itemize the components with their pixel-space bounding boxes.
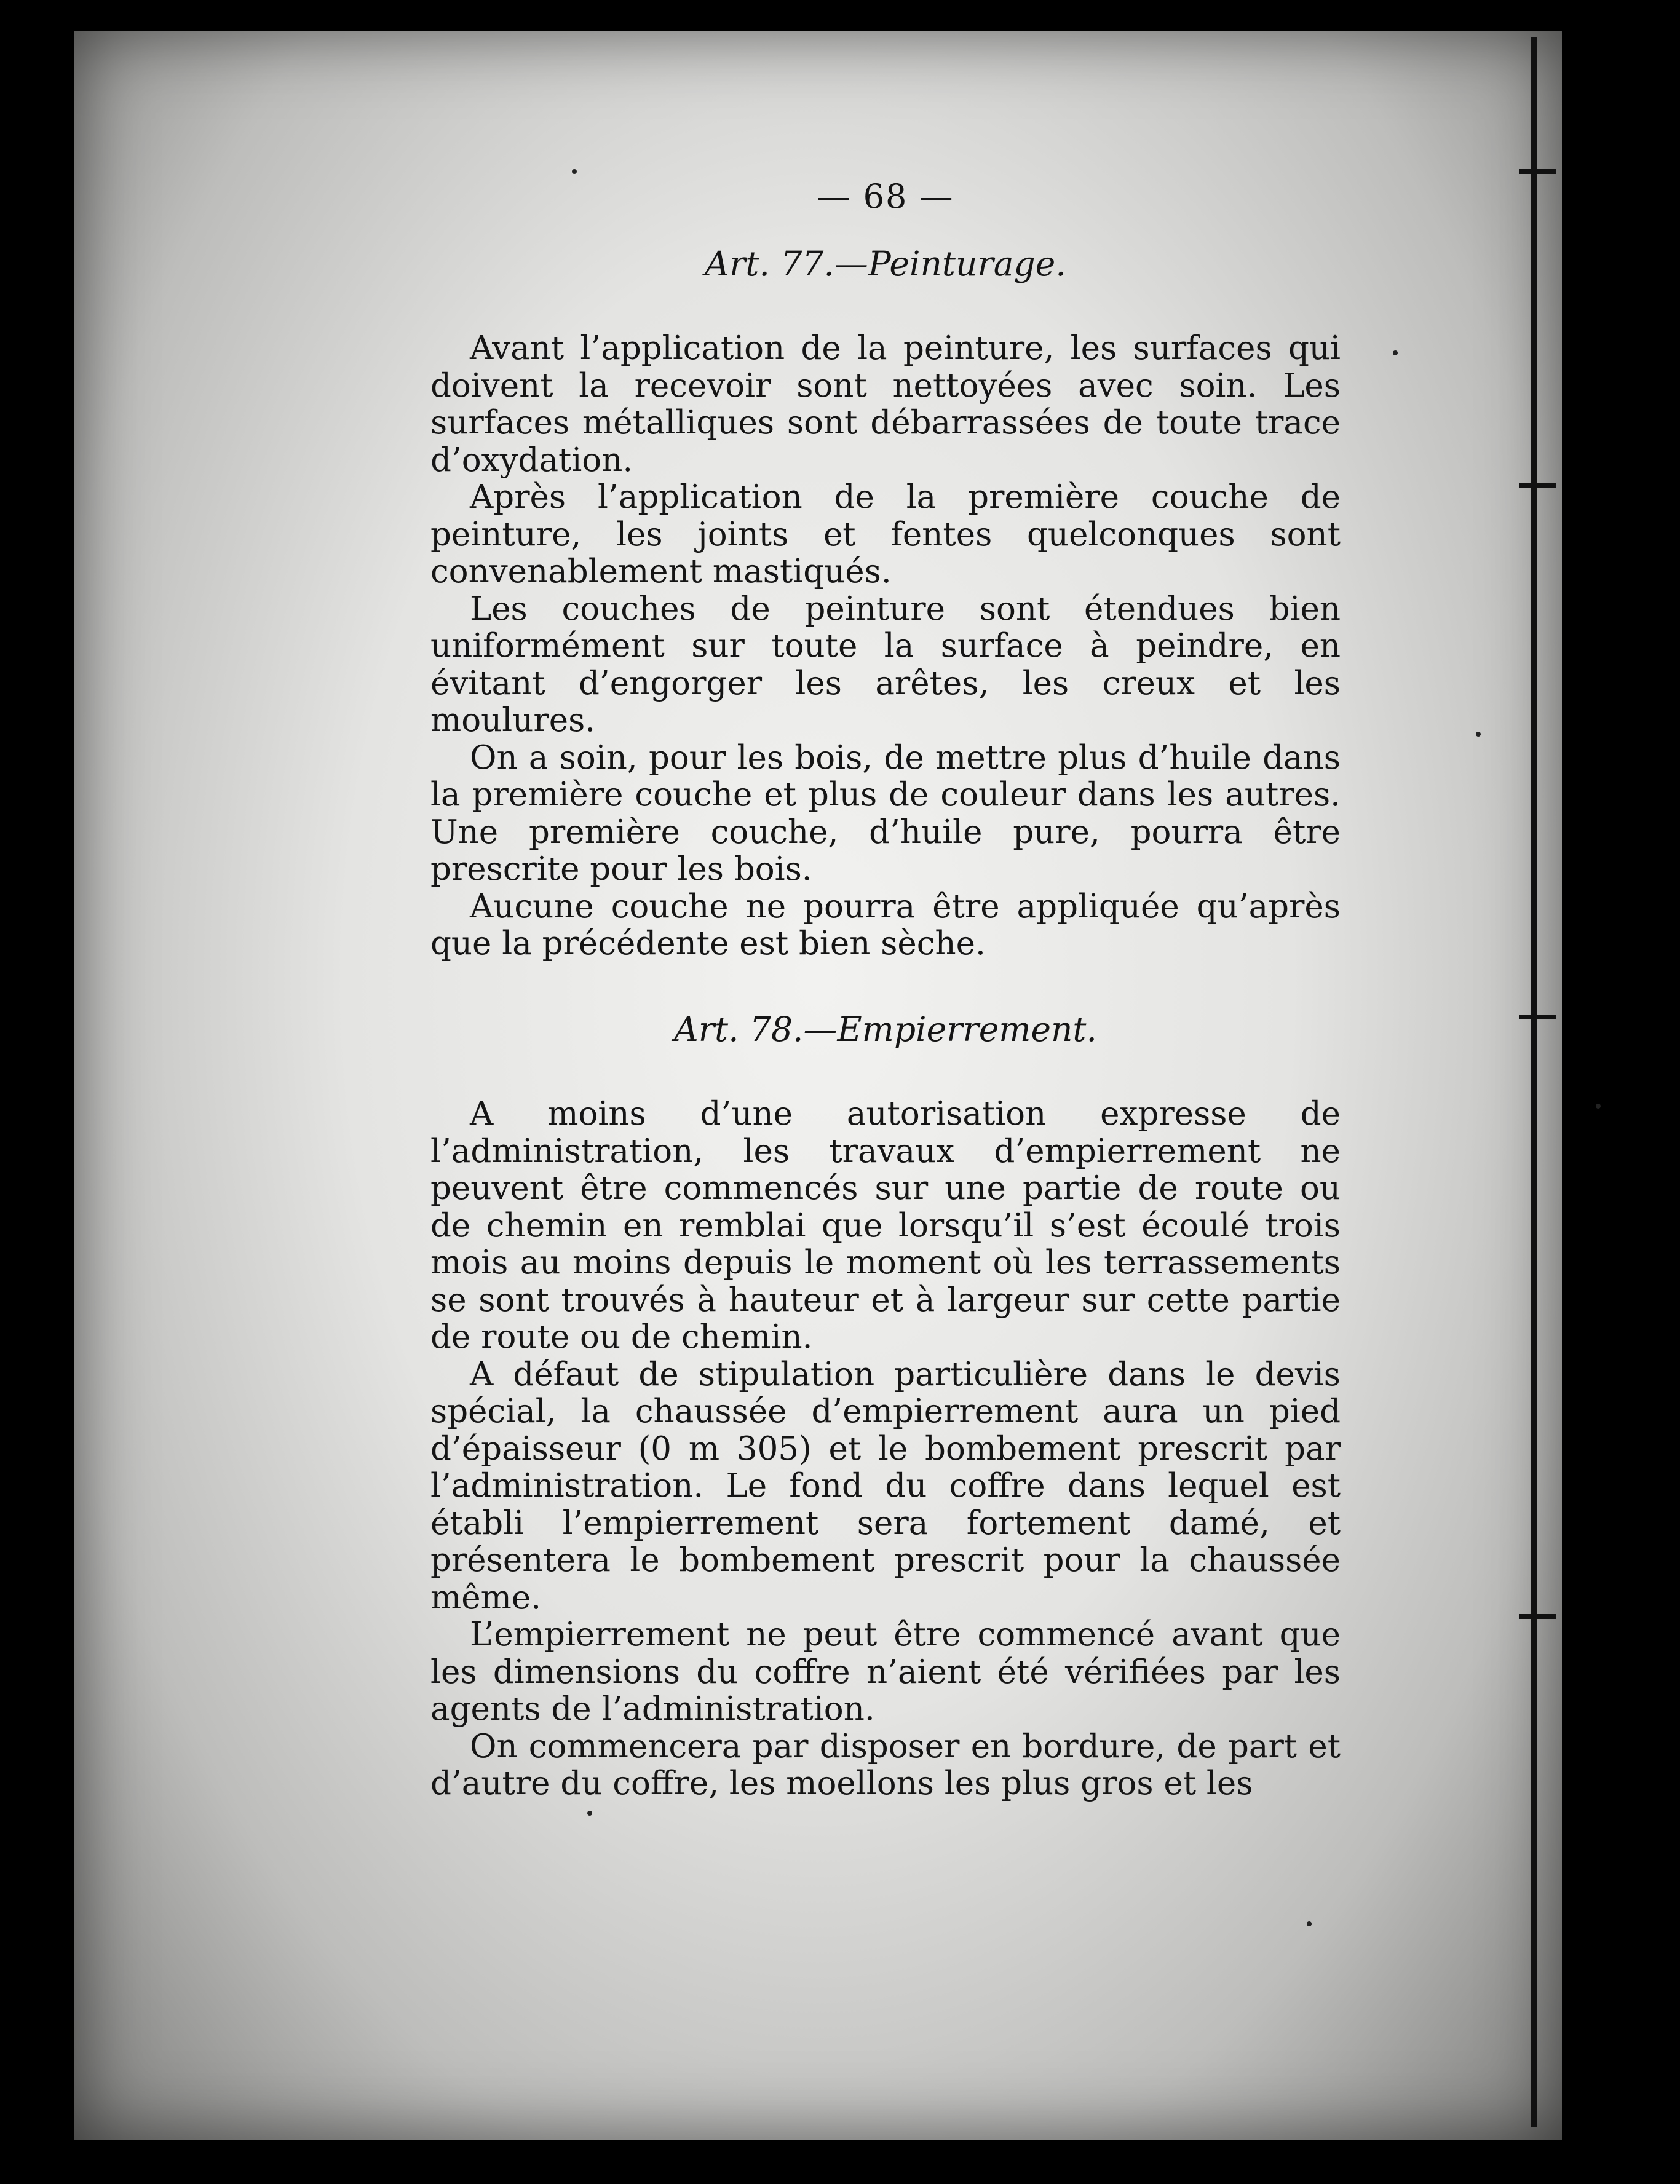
dust-speck <box>1307 1921 1312 1926</box>
dust-speck <box>587 1811 592 1816</box>
edge-mark <box>1519 1614 1556 1619</box>
section-gap <box>430 963 1341 1011</box>
page-number: — 68 — <box>817 177 954 216</box>
paragraph: Aucune couche ne pourra être appliquée qu’après que la précédente est bien sèche. <box>430 887 1341 962</box>
edge-mark <box>1519 169 1556 174</box>
paragraph: On commencera par disposer en bordure, de part et d’autre du coffre, les moellons les plus gros et les <box>430 1727 1341 1802</box>
edge-mark <box>1519 483 1556 488</box>
article-77 <box>430 245 1341 963</box>
paragraph: L’empierrement ne peut être commencé avant que les dimensions du coffre n’aient été vérifiées par les agents de l’administration. <box>430 1616 1341 1728</box>
article-title: Art. 77.—Peinturage. <box>705 243 1066 283</box>
binding-edge <box>1531 37 1537 2127</box>
article-title: Art. 78.—Empierrement. <box>673 1009 1098 1049</box>
dust-speck <box>1393 350 1398 355</box>
dust-speck <box>572 169 577 174</box>
edge-mark <box>1519 1015 1556 1019</box>
text-column <box>430 178 1341 1803</box>
paragraph: A défaut de stipulation particulière dans le devis spécial, la chaussée d’empierrement aura un pied d’épaisseur (0 m 305) et le bombement prescrit par l’administration. Le fond du coffre dans lequel est établi l’empierrement sera fortement damé, et présentera le bombement prescrit pour la chaussée même. <box>430 1355 1341 1616</box>
paragraph: On a soin, pour les bois, de mettre plus d’huile dans la première couche et plus de couleur dans les autres. Une première couche, d’huile pure, pourra être prescrite pour les bois. <box>430 738 1341 888</box>
dust-speck <box>1596 1104 1601 1109</box>
paragraph: A moins d’une autorisation expresse de l’administration, les travaux d’empierrement ne peuvent être commencés sur une partie de route ou de chemin en remblai que lorsqu’il s’est écoulé trois mois au moins depuis le moment où les terrassements se sont trouvés à hauteur et à largeur sur cette partie de route ou de chemin. <box>430 1095 1341 1356</box>
dust-speck <box>1476 732 1481 737</box>
paragraph: Avant l’application de la peinture, les surfaces qui doivent la recevoir sont nettoyées avec soin. Les surfaces métalliques sont débarrassées de toute trace d’oxydation. <box>430 330 1341 479</box>
paragraph: Les couches de peinture sont étendues bien uniformément sur toute la surface à peindre, en évitant d’engorger les arêtes, les creux et les moulures. <box>430 590 1341 739</box>
paragraph: Après l’application de la première couche de peinture, les joints et fentes quelconques sont convenablement mastiqués. <box>430 478 1341 590</box>
article-78 <box>430 1011 1341 1803</box>
